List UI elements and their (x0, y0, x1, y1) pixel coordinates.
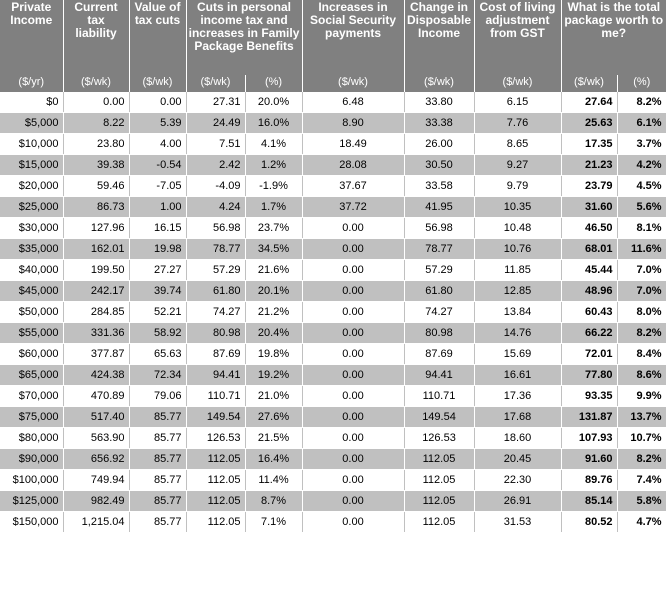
cell-total-package: 68.01 (561, 239, 617, 260)
cell-private-income: $75,000 (0, 407, 63, 428)
cell-total-package-pct: 7.0% (617, 281, 666, 302)
cell-cost-living: 13.84 (474, 302, 561, 323)
cell-disposable: 56.98 (404, 218, 474, 239)
cell-disposable: 30.50 (404, 155, 474, 176)
cell-personal-cut-pct: 16.4% (245, 449, 302, 470)
cell-cost-living: 20.45 (474, 449, 561, 470)
table-row (0, 449, 666, 470)
cell-total-package-pct: 8.2% (617, 92, 666, 113)
cell-total-package: 80.52 (561, 512, 617, 533)
cell-disposable: 33.38 (404, 113, 474, 134)
cell-disposable: 112.05 (404, 512, 474, 533)
cell-total-package: 131.87 (561, 407, 617, 428)
cell-disposable: 33.58 (404, 176, 474, 197)
table-row (0, 92, 666, 113)
cell-private-income: $20,000 (0, 176, 63, 197)
cell-total-package: 60.43 (561, 302, 617, 323)
cell-total-package-pct: 8.2% (617, 449, 666, 470)
cell-value-tax-cuts: 19.98 (129, 239, 186, 260)
cell-personal-cut-pct: 34.5% (245, 239, 302, 260)
unit-pct: (%) (617, 75, 666, 92)
cell-personal-cut-pct: 11.4% (245, 470, 302, 491)
cell-personal-cut-pct: 21.2% (245, 302, 302, 323)
col-header-disposable: Change in Disposable Income (404, 0, 474, 75)
cell-cost-living: 18.60 (474, 428, 561, 449)
cell-current-tax: 284.85 (63, 302, 129, 323)
cell-ss-increase: 0.00 (302, 386, 404, 407)
cell-current-tax: 0.00 (63, 92, 129, 113)
cell-current-tax: 1,215.04 (63, 512, 129, 533)
cell-total-package: 72.01 (561, 344, 617, 365)
cell-value-tax-cuts: 39.74 (129, 281, 186, 302)
cell-cost-living: 16.61 (474, 365, 561, 386)
cell-personal-cut: 87.69 (186, 344, 245, 365)
cell-value-tax-cuts: 85.77 (129, 407, 186, 428)
cell-total-package: 27.64 (561, 92, 617, 113)
cell-personal-cut: 112.05 (186, 491, 245, 512)
cell-value-tax-cuts: -7.05 (129, 176, 186, 197)
cell-ss-increase: 0.00 (302, 302, 404, 323)
cell-personal-cut-pct: 1.2% (245, 155, 302, 176)
table-row (0, 281, 666, 302)
cell-cost-living: 14.76 (474, 323, 561, 344)
cell-ss-increase: 0.00 (302, 428, 404, 449)
cell-total-package-pct: 8.6% (617, 365, 666, 386)
cell-ss-increase: 0.00 (302, 260, 404, 281)
cell-personal-cut-pct: 27.6% (245, 407, 302, 428)
unit-wk: ($/wk) (302, 75, 404, 92)
cell-ss-increase: 0.00 (302, 491, 404, 512)
cell-personal-cut-pct: 23.7% (245, 218, 302, 239)
cell-cost-living: 26.91 (474, 491, 561, 512)
cell-total-package-pct: 8.0% (617, 302, 666, 323)
cell-value-tax-cuts: 65.63 (129, 344, 186, 365)
cell-ss-increase: 0.00 (302, 365, 404, 386)
cell-value-tax-cuts: 0.00 (129, 92, 186, 113)
cell-personal-cut: 112.05 (186, 449, 245, 470)
cell-personal-cut-pct: 7.1% (245, 512, 302, 533)
cell-private-income: $45,000 (0, 281, 63, 302)
cell-total-package: 23.79 (561, 176, 617, 197)
cell-personal-cut-pct: 20.1% (245, 281, 302, 302)
cell-personal-cut: 56.98 (186, 218, 245, 239)
cell-ss-increase: 0.00 (302, 323, 404, 344)
cell-current-tax: 199.50 (63, 260, 129, 281)
cell-cost-living: 7.76 (474, 113, 561, 134)
cell-value-tax-cuts: 85.77 (129, 428, 186, 449)
cell-personal-cut-pct: 1.7% (245, 197, 302, 218)
cell-personal-cut-pct: 16.0% (245, 113, 302, 134)
cell-private-income: $125,000 (0, 491, 63, 512)
cell-disposable: 61.80 (404, 281, 474, 302)
cell-disposable: 57.29 (404, 260, 474, 281)
cell-personal-cut: -4.09 (186, 176, 245, 197)
table-row (0, 197, 666, 218)
cell-total-package: 85.14 (561, 491, 617, 512)
cell-current-tax: 749.94 (63, 470, 129, 491)
cell-total-package: 31.60 (561, 197, 617, 218)
cell-ss-increase: 37.72 (302, 197, 404, 218)
cell-disposable: 112.05 (404, 491, 474, 512)
cell-value-tax-cuts: 5.39 (129, 113, 186, 134)
cell-cost-living: 12.85 (474, 281, 561, 302)
cell-personal-cut: 57.29 (186, 260, 245, 281)
cell-ss-increase: 0.00 (302, 470, 404, 491)
cell-total-package: 21.23 (561, 155, 617, 176)
cell-total-package-pct: 9.9% (617, 386, 666, 407)
cell-total-package-pct: 3.7% (617, 134, 666, 155)
cell-disposable: 112.05 (404, 449, 474, 470)
cell-disposable: 33.80 (404, 92, 474, 113)
cell-cost-living: 8.65 (474, 134, 561, 155)
col-header-current-tax: Current tax liability (63, 0, 129, 75)
cell-disposable: 80.98 (404, 323, 474, 344)
cell-current-tax: 656.92 (63, 449, 129, 470)
cell-ss-increase: 28.08 (302, 155, 404, 176)
cell-personal-cut: 94.41 (186, 365, 245, 386)
cell-total-package-pct: 7.4% (617, 470, 666, 491)
cell-value-tax-cuts: 85.77 (129, 491, 186, 512)
cell-total-package-pct: 11.6% (617, 239, 666, 260)
table-row (0, 323, 666, 344)
cell-disposable: 87.69 (404, 344, 474, 365)
cell-total-package: 45.44 (561, 260, 617, 281)
cell-personal-cut: 74.27 (186, 302, 245, 323)
cell-personal-cut: 61.80 (186, 281, 245, 302)
table-row (0, 428, 666, 449)
cell-cost-living: 10.35 (474, 197, 561, 218)
cell-value-tax-cuts: 85.77 (129, 449, 186, 470)
cell-personal-cut: 80.98 (186, 323, 245, 344)
cell-current-tax: 8.22 (63, 113, 129, 134)
cell-private-income: $65,000 (0, 365, 63, 386)
cell-current-tax: 59.46 (63, 176, 129, 197)
cell-total-package: 91.60 (561, 449, 617, 470)
cell-value-tax-cuts: 27.27 (129, 260, 186, 281)
cell-cost-living: 6.15 (474, 92, 561, 113)
cell-private-income: $35,000 (0, 239, 63, 260)
cell-cost-living: 22.30 (474, 470, 561, 491)
cell-personal-cut: 110.71 (186, 386, 245, 407)
cell-current-tax: 470.89 (63, 386, 129, 407)
cell-private-income: $10,000 (0, 134, 63, 155)
cell-personal-cut: 24.49 (186, 113, 245, 134)
cell-cost-living: 31.53 (474, 512, 561, 533)
cell-personal-cut-pct: -1.9% (245, 176, 302, 197)
cell-ss-increase: 0.00 (302, 344, 404, 365)
cell-value-tax-cuts: -0.54 (129, 155, 186, 176)
cell-current-tax: 39.38 (63, 155, 129, 176)
cell-current-tax: 563.90 (63, 428, 129, 449)
cell-ss-increase: 0.00 (302, 512, 404, 533)
table-row (0, 512, 666, 533)
cell-total-package-pct: 4.7% (617, 512, 666, 533)
unit-wk: ($/wk) (186, 75, 245, 92)
cell-personal-cut-pct: 20.4% (245, 323, 302, 344)
col-header-ss-increase: Increases in Social Security payments (302, 0, 404, 75)
cell-personal-cut: 112.05 (186, 512, 245, 533)
cell-personal-cut-pct: 19.8% (245, 344, 302, 365)
cell-total-package-pct: 8.2% (617, 323, 666, 344)
cell-personal-cut-pct: 4.1% (245, 134, 302, 155)
unit-wk: ($/wk) (474, 75, 561, 92)
cell-total-package-pct: 13.7% (617, 407, 666, 428)
cell-ss-increase: 0.00 (302, 218, 404, 239)
cell-private-income: $50,000 (0, 302, 63, 323)
table-row (0, 407, 666, 428)
cell-total-package-pct: 5.8% (617, 491, 666, 512)
cell-value-tax-cuts: 58.92 (129, 323, 186, 344)
cell-current-tax: 242.17 (63, 281, 129, 302)
cell-current-tax: 517.40 (63, 407, 129, 428)
cell-ss-increase: 0.00 (302, 281, 404, 302)
cell-personal-cut-pct: 21.0% (245, 386, 302, 407)
unit-wk: ($/wk) (63, 75, 129, 92)
cell-value-tax-cuts: 1.00 (129, 197, 186, 218)
cell-total-package-pct: 8.4% (617, 344, 666, 365)
cell-personal-cut-pct: 19.2% (245, 365, 302, 386)
col-header-cost-living: Cost of living adjustment from GST (474, 0, 561, 75)
cell-private-income: $25,000 (0, 197, 63, 218)
cell-cost-living: 10.76 (474, 239, 561, 260)
cell-ss-increase: 6.48 (302, 92, 404, 113)
cell-private-income: $40,000 (0, 260, 63, 281)
cell-total-package-pct: 7.0% (617, 260, 666, 281)
cell-private-income: $70,000 (0, 386, 63, 407)
table-row (0, 176, 666, 197)
table-row (0, 344, 666, 365)
cell-disposable: 78.77 (404, 239, 474, 260)
cell-private-income: $60,000 (0, 344, 63, 365)
cell-personal-cut: 78.77 (186, 239, 245, 260)
col-header-total-package: What is the total package worth to me? (561, 0, 666, 75)
cell-total-package: 89.76 (561, 470, 617, 491)
table-row (0, 365, 666, 386)
cell-value-tax-cuts: 85.77 (129, 512, 186, 533)
cell-personal-cut: 2.42 (186, 155, 245, 176)
cell-private-income: $15,000 (0, 155, 63, 176)
cell-current-tax: 424.38 (63, 365, 129, 386)
cell-private-income: $5,000 (0, 113, 63, 134)
cell-private-income: $150,000 (0, 512, 63, 533)
table-row (0, 218, 666, 239)
unit-wk: ($/wk) (561, 75, 617, 92)
cell-disposable: 94.41 (404, 365, 474, 386)
col-header-cuts-personal: Cuts in personal income tax and increases in Family Package Benefits (186, 0, 302, 75)
cell-value-tax-cuts: 52.21 (129, 302, 186, 323)
cell-personal-cut: 4.24 (186, 197, 245, 218)
col-header-value-tax-cuts: Value of tax cuts (129, 0, 186, 75)
cell-total-package: 66.22 (561, 323, 617, 344)
table-row (0, 113, 666, 134)
cell-cost-living: 11.85 (474, 260, 561, 281)
table-row (0, 239, 666, 260)
cell-disposable: 26.00 (404, 134, 474, 155)
table-row (0, 470, 666, 491)
cell-cost-living: 10.48 (474, 218, 561, 239)
unit-yr: ($/yr) (0, 75, 63, 92)
cell-value-tax-cuts: 79.06 (129, 386, 186, 407)
cell-value-tax-cuts: 72.34 (129, 365, 186, 386)
cell-private-income: $80,000 (0, 428, 63, 449)
cell-total-package: 93.35 (561, 386, 617, 407)
cell-total-package: 107.93 (561, 428, 617, 449)
cell-personal-cut: 112.05 (186, 470, 245, 491)
cell-private-income: $0 (0, 92, 63, 113)
cell-personal-cut: 7.51 (186, 134, 245, 155)
cell-personal-cut: 149.54 (186, 407, 245, 428)
cell-disposable: 126.53 (404, 428, 474, 449)
unit-wk: ($/wk) (404, 75, 474, 92)
cell-personal-cut-pct: 21.6% (245, 260, 302, 281)
cell-total-package: 77.80 (561, 365, 617, 386)
cell-total-package: 25.63 (561, 113, 617, 134)
cell-current-tax: 86.73 (63, 197, 129, 218)
cell-current-tax: 331.36 (63, 323, 129, 344)
cell-personal-cut: 27.31 (186, 92, 245, 113)
cell-disposable: 149.54 (404, 407, 474, 428)
cell-current-tax: 982.49 (63, 491, 129, 512)
cell-personal-cut-pct: 21.5% (245, 428, 302, 449)
cell-total-package-pct: 5.6% (617, 197, 666, 218)
unit-pct: (%) (245, 75, 302, 92)
cell-total-package-pct: 6.1% (617, 113, 666, 134)
cell-private-income: $90,000 (0, 449, 63, 470)
cell-total-package: 17.35 (561, 134, 617, 155)
table-row (0, 302, 666, 323)
cell-disposable: 112.05 (404, 470, 474, 491)
cell-value-tax-cuts: 16.15 (129, 218, 186, 239)
cell-disposable: 41.95 (404, 197, 474, 218)
table-row (0, 386, 666, 407)
cell-cost-living: 17.68 (474, 407, 561, 428)
cell-current-tax: 127.96 (63, 218, 129, 239)
cell-disposable: 110.71 (404, 386, 474, 407)
cell-current-tax: 162.01 (63, 239, 129, 260)
table-row (0, 134, 666, 155)
cell-cost-living: 15.69 (474, 344, 561, 365)
cell-total-package: 46.50 (561, 218, 617, 239)
cell-total-package-pct: 4.2% (617, 155, 666, 176)
cell-ss-increase: 0.00 (302, 449, 404, 470)
table-row (0, 260, 666, 281)
cell-cost-living: 9.27 (474, 155, 561, 176)
cell-private-income: $30,000 (0, 218, 63, 239)
cell-cost-living: 9.79 (474, 176, 561, 197)
cell-ss-increase: 37.67 (302, 176, 404, 197)
cell-current-tax: 377.87 (63, 344, 129, 365)
cell-value-tax-cuts: 85.77 (129, 470, 186, 491)
cell-private-income: $55,000 (0, 323, 63, 344)
col-header-private-income: Private Income (0, 0, 63, 75)
cell-private-income: $100,000 (0, 470, 63, 491)
cell-total-package-pct: 8.1% (617, 218, 666, 239)
cell-cost-living: 17.36 (474, 386, 561, 407)
cell-value-tax-cuts: 4.00 (129, 134, 186, 155)
cell-total-package-pct: 10.7% (617, 428, 666, 449)
unit-wk: ($/wk) (129, 75, 186, 92)
cell-total-package: 48.96 (561, 281, 617, 302)
header-row (0, 0, 666, 75)
cell-personal-cut-pct: 20.0% (245, 92, 302, 113)
cell-disposable: 74.27 (404, 302, 474, 323)
cell-current-tax: 23.80 (63, 134, 129, 155)
table-row (0, 155, 666, 176)
units-row (0, 75, 666, 92)
cell-ss-increase: 8.90 (302, 113, 404, 134)
cell-ss-increase: 0.00 (302, 239, 404, 260)
cell-total-package-pct: 4.5% (617, 176, 666, 197)
cell-ss-increase: 0.00 (302, 407, 404, 428)
cell-ss-increase: 18.49 (302, 134, 404, 155)
cell-personal-cut: 126.53 (186, 428, 245, 449)
cell-personal-cut-pct: 8.7% (245, 491, 302, 512)
table-row (0, 491, 666, 512)
